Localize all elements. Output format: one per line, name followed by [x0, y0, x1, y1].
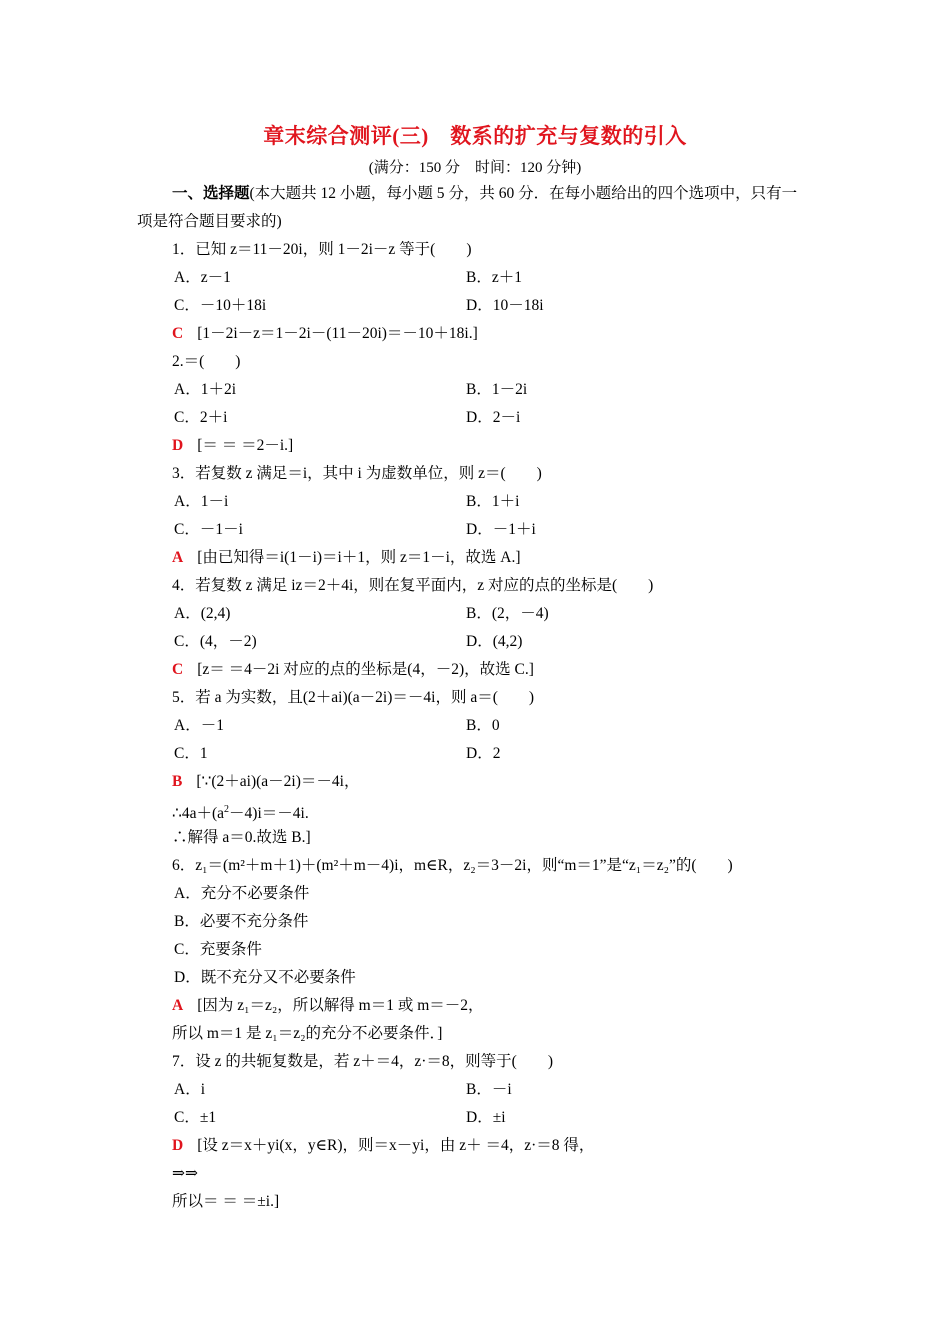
explanation-text [172, 800, 309, 824]
explanation-text: ⇒⇒ [172, 1165, 198, 1182]
section-description: (本大题共 12 小题，每小题 5 分，共 60 分．在每小题给出的四个选项中，只有一 [249, 185, 798, 202]
answer-explanation [172, 996, 484, 1016]
option-a: A．充分不必要条件 [174, 885, 310, 902]
option-b: B．0 [466, 717, 500, 734]
answer-explanation [172, 436, 293, 456]
explanation-text: [z＝ ＝4－2i 对应的点的坐标是(4，－2)，故选 C.] [197, 661, 534, 678]
option-a: A．z－1 [174, 269, 231, 286]
section-intro [172, 184, 797, 204]
question-stem: 2.＝( ) [172, 353, 241, 370]
option-c: C．1 [174, 745, 208, 762]
question-stem: 1．已知 z＝11－20i，则 1－2i－z 等于( ) [172, 241, 472, 258]
explanation-text: [设 z＝x＋yi(x，y∈R)，则＝x－yi，由 z＋ ＝4，z·＝8 得， [197, 1137, 595, 1154]
option-c: C．±1 [174, 1109, 217, 1126]
explanation-text: ∴解得 a＝0.故选 B.] [172, 829, 311, 846]
answer-letter: A [172, 997, 184, 1014]
answer-explanation [172, 324, 478, 344]
answer-letter: C [172, 661, 184, 678]
answer-explanation [172, 1136, 594, 1156]
question-stem: 3．若复数 z 满足＝i，其中 i 为虚数单位，则 z＝( ) [172, 465, 542, 482]
explanation-text: [＝ ＝ ＝2－i.] [197, 437, 294, 454]
question-stem: 7．设 z 的共轭复数是，若 z＋＝4，z·＝8，则等于( ) [172, 1053, 554, 1070]
exponent: 2 [224, 804, 230, 815]
explanation-text: 所以 m＝1 是 z₁＝z₂的充分不必要条件．] [172, 1025, 443, 1042]
option-d: D．2 [466, 745, 501, 762]
question-stem: 5．若 a 为实数，且(2＋ai)(a－2i)＝－4i，则 a＝( ) [172, 689, 535, 706]
answer-letter: A [172, 549, 184, 566]
option-a: A．1－i [174, 493, 229, 510]
question-stem: 6．z₁＝(m²＋m＋1)＋(m²＋m－4)i，m∈R，z₂＝3－2i，则“m＝1”是“z₁＝z₂”的( ) [172, 857, 733, 874]
option-b: B．1－2i [466, 381, 528, 398]
explanation-text: [因为 z₁＝z₂，所以解得 m＝1 或 m＝－2， [197, 997, 484, 1014]
option-c: C．充要条件 [174, 941, 262, 958]
answer-letter: D [172, 1137, 184, 1154]
option-c: C．－1－i [174, 521, 243, 538]
section-description-cont: 项是符合题目要求的) [137, 213, 282, 230]
option-c: C．－10＋18i [174, 297, 267, 314]
answer-explanation [172, 548, 521, 568]
explanation-text: [∵(2＋ai)(a－2i)＝－4i， [196, 773, 360, 790]
option-a: A．(2,4) [174, 605, 231, 622]
answer-letter: B [172, 773, 183, 790]
option-b: B．z＋1 [466, 269, 522, 286]
option-d: D．既不充分又不必要条件 [174, 969, 356, 986]
explanation-part: ∴4a＋(a [172, 805, 225, 823]
explanation-text: [1－2i－z＝1－2i－(11－20i)＝－10＋18i.] [197, 325, 478, 342]
option-d: D．(4,2) [466, 633, 523, 650]
page-title: 章末综合测评(三) 数系的扩充与复数的引入 [263, 124, 687, 148]
option-b: B．(2，－4) [466, 605, 549, 622]
explanation-part: －4)i＝－4i. [229, 805, 309, 823]
option-b: B．1＋i [466, 493, 520, 510]
option-c: C．(4，－2) [174, 633, 257, 650]
option-d: D．2－i [466, 409, 521, 426]
answer-letter: D [172, 437, 184, 454]
option-a: A．1＋2i [174, 381, 237, 398]
page-subtitle: (满分：150 分 时间：120 分钟) [368, 160, 582, 176]
explanation-text: [由已知得＝i(1－i)＝i＋1，则 z＝1－i，故选 A.] [197, 549, 521, 566]
section-label: 一、选择题 [172, 185, 250, 202]
answer-letter: C [172, 325, 184, 342]
option-c: C．2＋i [174, 409, 228, 426]
answer-explanation [172, 772, 359, 792]
option-d: D．－1＋i [466, 521, 536, 538]
option-a: A．－1 [174, 717, 224, 734]
option-b: B．－i [466, 1081, 512, 1098]
answer-explanation [172, 660, 534, 680]
option-d: D．±i [466, 1109, 506, 1126]
option-b: B．必要不充分条件 [174, 913, 309, 930]
explanation-text: 所以＝ ＝ ＝±i.] [172, 1193, 280, 1210]
question-stem: 4．若复数 z 满足 iz＝2＋4i，则在复平面内，z 对应的点的坐标是( ) [172, 577, 654, 594]
option-d: D．10－18i [466, 297, 544, 314]
option-a: A．i [174, 1081, 206, 1098]
